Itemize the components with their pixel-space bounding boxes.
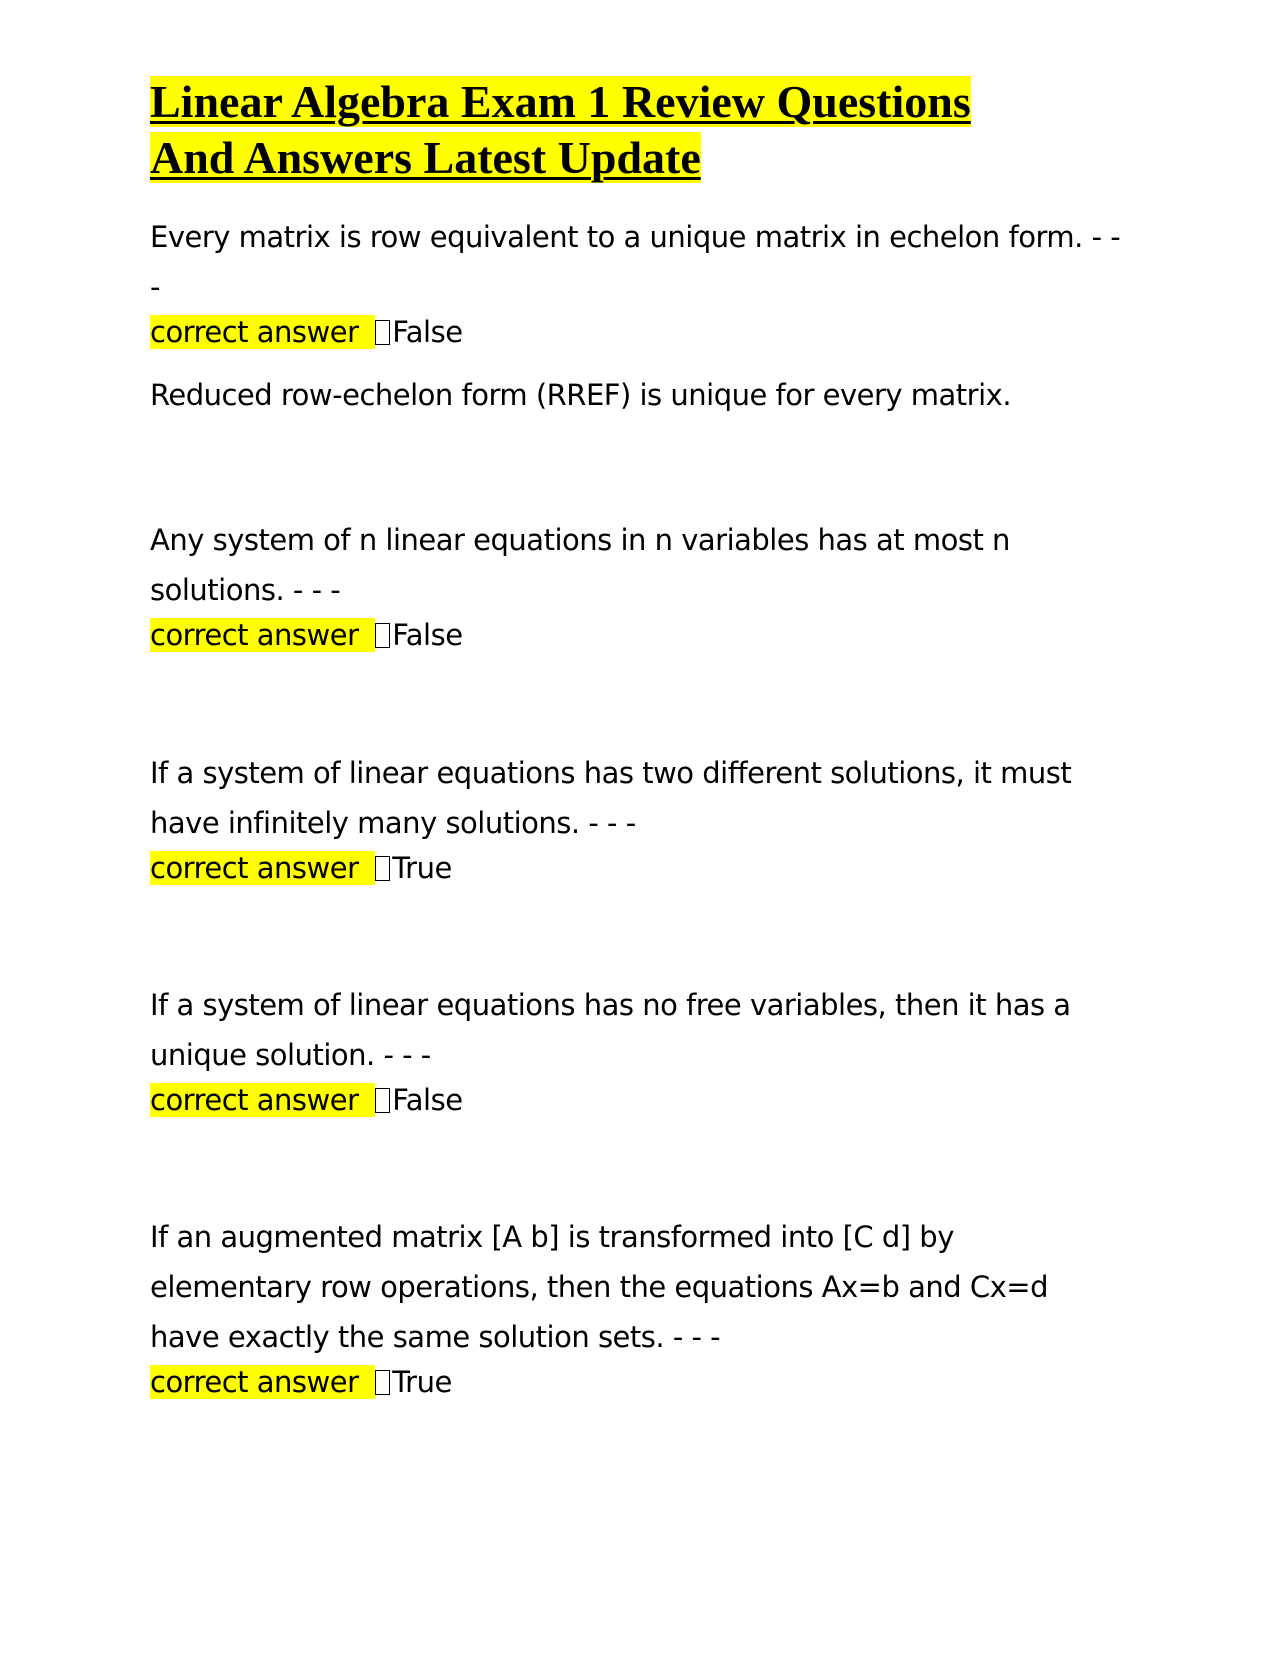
answer-line	[150, 843, 1130, 893]
missing-glyph-box-icon	[375, 1370, 390, 1395]
question-text: If an augmented matrix [A b] is transformed into [C d] by elementary row operations, then the equations Ax=b and Cx=d have exactly the same solution sets. - - -	[150, 1220, 1049, 1354]
qa-item-5	[150, 1212, 1130, 1407]
qa-item-2	[150, 515, 1130, 660]
answer-label: correct answer	[150, 618, 375, 652]
answer-value: False	[392, 315, 463, 349]
answer-value: True	[392, 1365, 452, 1399]
document-title	[150, 74, 1150, 186]
question-text: Any system of n linear equations in n variables has at most n solutions. - - -	[150, 523, 1010, 607]
answer-label: correct answer	[150, 315, 375, 349]
missing-glyph-box-icon	[375, 320, 390, 345]
answer-label: correct answer	[150, 851, 375, 885]
missing-glyph-box-icon	[375, 623, 390, 648]
answer-value: True	[392, 851, 452, 885]
qa-item-4	[150, 980, 1130, 1125]
answer-label: correct answer	[150, 1083, 375, 1117]
answer-line	[150, 610, 1130, 660]
answer-line	[150, 1075, 1130, 1125]
question-text: Every matrix is row equivalent to a unique matrix in echelon form. - - -	[150, 220, 1121, 304]
qa-item-3	[150, 748, 1130, 893]
title-line-1: Linear Algebra Exam 1 Review Questions	[150, 76, 971, 127]
answer-line	[150, 307, 1130, 357]
answer-value: False	[392, 1083, 463, 1117]
missing-glyph-box-icon	[375, 1088, 390, 1113]
answer-label: correct answer	[150, 1365, 375, 1399]
missing-glyph-box-icon	[375, 856, 390, 881]
title-line-2: And Answers Latest Update	[150, 132, 701, 183]
question-text: If a system of linear equations has no free variables, then it has a unique solution. - - -	[150, 988, 1071, 1072]
qa-item-1	[150, 212, 1130, 420]
answer-line	[150, 1357, 1130, 1407]
answer-value: False	[392, 618, 463, 652]
explanation-text: Reduced row-echelon form (RREF) is unique for every matrix.	[150, 378, 1012, 412]
question-text: If a system of linear equations has two different solutions, it must have infinitely many solutions. - - -	[150, 756, 1072, 840]
